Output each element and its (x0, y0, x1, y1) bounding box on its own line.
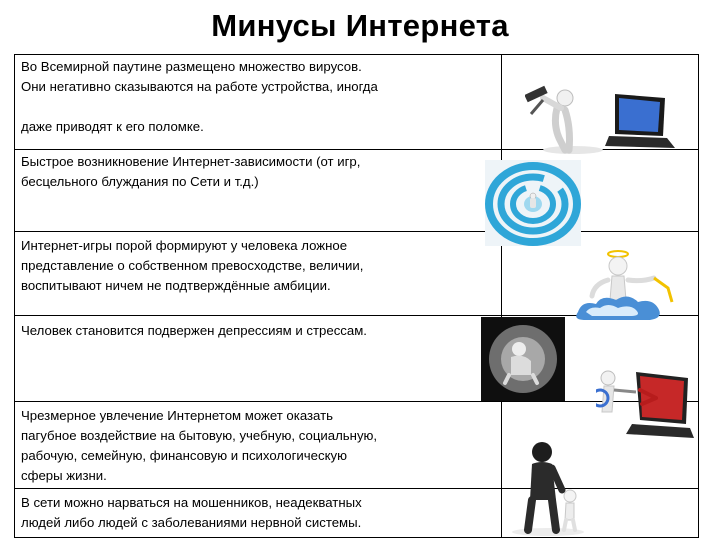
slide-title: Минусы Интернета (211, 8, 509, 43)
row-text-games: Интернет-игры порой формируют у человека ложное представление о собственном превосходстве, величии, воспитывают ничем не подтверждённые амбиции. (21, 238, 364, 293)
table-row (15, 489, 699, 538)
table-cell (15, 402, 502, 489)
row-text-fraudsters: В сети можно нарваться на мошенников, неадекватных людей либо людей с заболеваниями нервной системы. (21, 495, 362, 530)
angel-on-cloud-illustration (572, 250, 692, 326)
table-cell (15, 232, 502, 316)
depressed-figure-illustration (481, 317, 565, 401)
row-text-depression: Человек становится подвержен депрессиям и стрессам. (21, 323, 367, 338)
maze-illustration (485, 160, 581, 246)
table-cell (15, 489, 502, 538)
table-cell (15, 316, 502, 402)
table-cell (15, 55, 502, 150)
row-text-addiction: Быстрое возникновение Интернет-зависимости (от игр, бесцельного блуждания по Сети и т.д.) (21, 154, 361, 189)
figure-fighting-laptop-illustration (596, 368, 696, 448)
person-hammering-laptop-illustration (525, 84, 690, 156)
table-cell (15, 150, 502, 232)
row-text-viruses: Во Всемирной паутине размещено множество вирусов. Они негативно сказываются на работе устройства, иногда даже приводят к его поломке. (21, 59, 378, 134)
row-text-life-spheres: Чрезмерное увлечение Интернетом может оказать пагубное воздействие на бытовую, учебную, социальную, рабочую, семейную, финансовую и психологическую сферы жизни. (21, 408, 378, 483)
table-row (15, 150, 699, 232)
dark-and-small-figure-illustration (508, 440, 588, 536)
